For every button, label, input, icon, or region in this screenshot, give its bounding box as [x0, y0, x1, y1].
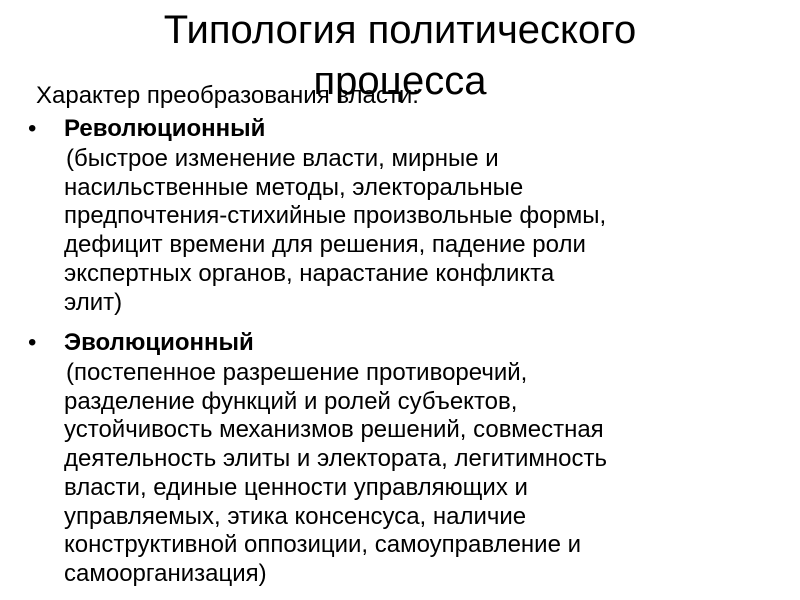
description-line: власти, единые ценности управляющих и — [64, 473, 528, 501]
description-line: насильственные методы, электоральные — [64, 173, 524, 201]
description-line: предпочтения-стихийные произвольные формы, — [64, 202, 607, 230]
slide-title-line-1: Типология политического — [163, 8, 637, 52]
description-line: разделение функций и ролей субъектов, — [64, 387, 518, 415]
intro-text: Характер преобразования власти: — [36, 82, 419, 109]
description-line: дефицит времени для решения, падение роли — [64, 231, 586, 259]
description-line: (постепенное разрешение противоречий, — [66, 359, 528, 386]
bullet-icon: • — [28, 115, 37, 142]
description-line: элит) — [64, 288, 123, 316]
description-line: конструктивной оппозиции, самоуправление и — [64, 531, 582, 559]
item-description — [64, 359, 764, 589]
item-heading: Эволюционный — [64, 329, 254, 356]
description-line: управляемых, этика консенсуса, наличие — [64, 502, 527, 530]
description-line: самоорганизация) — [64, 559, 267, 587]
bullet-icon: • — [28, 329, 37, 356]
description-line: деятельность элиты и электората, легитимность — [64, 445, 607, 473]
description-line: (быстрое изменение власти, мирные и — [66, 145, 499, 172]
description-line: экспертных органов, нарастание конфликта — [64, 259, 555, 287]
slide-title-line-2: процесса — [313, 59, 487, 103]
item-description — [64, 145, 764, 317]
description-line: устойчивость механизмов решений, совместная — [64, 416, 604, 444]
item-heading: Революционный — [64, 115, 266, 142]
